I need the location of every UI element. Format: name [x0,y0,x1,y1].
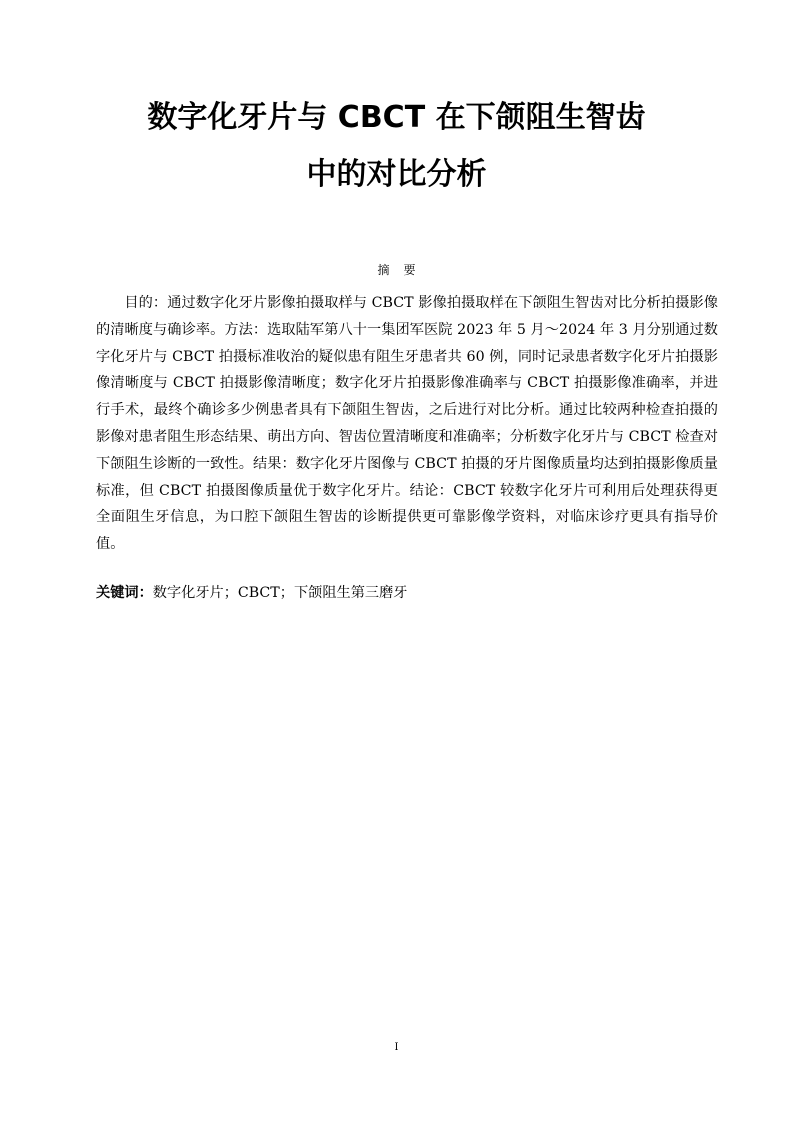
abstract-body: 目的：通过数字化牙片影像拍摄取样与 CBCT 影像拍摄取样在下颌阻生智齿对比分析拍摄影像的清晰度与确诊率。方法：选取陆军第八十一集团军医院 2023 年 5 月～2024 年 3 月分别通过数字化牙片与 CBCT 拍摄标准收治的疑似患有阻生牙患者共 60 例，同时记录患者数字化牙片拍摄影像清晰度与 CBCT 拍摄影像清晰度；数字化牙片拍摄影像准确率与 CBCT 拍摄影像准确率，并进行手术，最终个确诊多少例患者具有下颌阻生智齿，之后进行对比分析。通过比较两种检查拍摄的影像对患者阻生形态结果、萌出方向、智齿位置清晰度和准确率；分析数字化牙片与 CBCT 检查对下颌阻生诊断的一致性。结果：数字化牙片图像与 CBCT 拍摄的牙片图像质量均达到拍摄影像质量标准，但 CBCT 拍摄图像质量优于数字化牙片。结论：CBCT 较数字化牙片可利用后处理获得更全面阻生牙信息，为口腔下颌阻生智齿的诊断提供更可靠影像学资料，对临床诊疗更具有指导价值。 [96,295,718,553]
keywords-value: 数字化牙片；CBCT；下颌阻生第三磨牙 [152,585,408,601]
title-line-1: 数字化牙片与 CBCT 在下颌阻生智齿 [147,100,646,135]
title-line-2: 中的对比分析 [306,157,487,192]
page-number: I [394,1042,399,1053]
abstract-heading: 摘要 [377,263,430,277]
keywords-line [96,580,718,606]
keywords-label: 关键词： [96,585,153,601]
